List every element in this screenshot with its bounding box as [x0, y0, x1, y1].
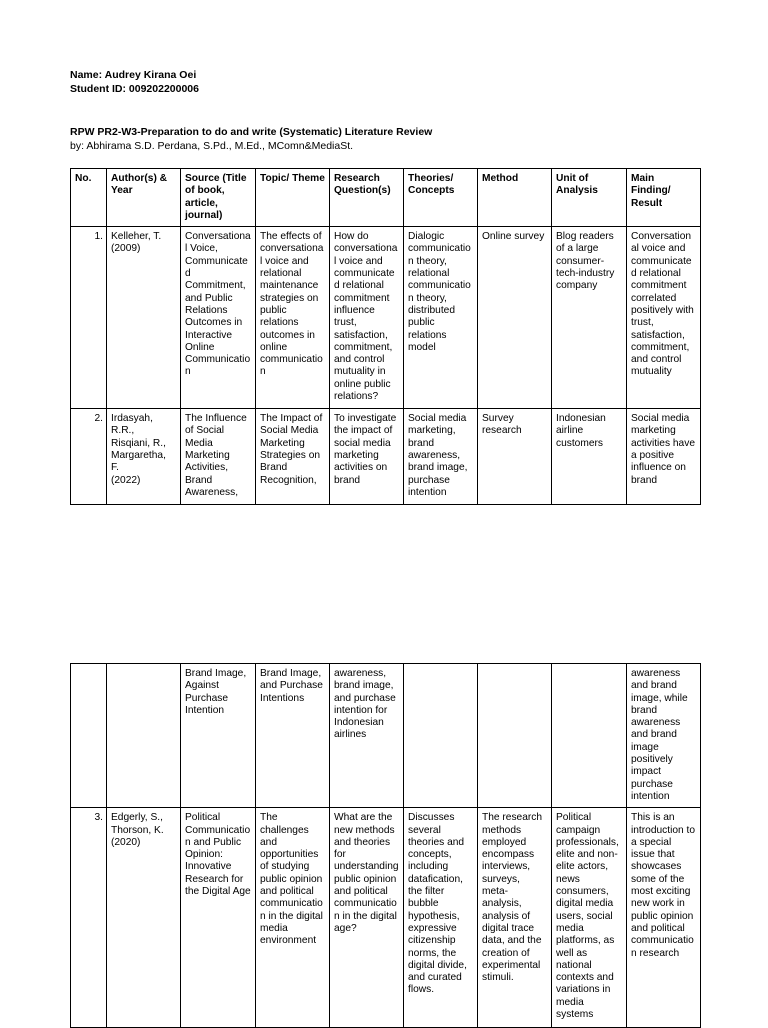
assignment-heading [70, 126, 432, 153]
cell-topic: Brand Image, and Purchase Intentions [256, 664, 330, 808]
cell-theories: Dialogic communication theory, relational communication theory, distributed public relations model [404, 227, 478, 409]
cell-question: awareness, brand image, and purchase intention for Indonesian airlines [330, 664, 404, 808]
col-header-question: Research Question(s) [330, 169, 404, 227]
cell-method: Online survey [478, 227, 552, 409]
cell-unit [552, 664, 627, 808]
col-header-method: Method [478, 169, 552, 227]
table-header-row [71, 169, 701, 227]
cell-question: How do conversational voice and communicated relational commitment influence trust, satisfaction, commitment, and control mutuality in online public relations? [330, 227, 404, 409]
col-header-finding: Main Finding/ Result [627, 169, 701, 227]
student-info [70, 69, 199, 96]
literature-review-table-page2 [70, 663, 701, 1028]
col-header-no: No. [71, 169, 107, 227]
cell-source: Conversational Voice, Communicated Commitment, and Public Relations Outcomes in Interactive Online Communication [181, 227, 256, 409]
row-number: 2. [71, 409, 107, 505]
cell-source: Political Communication and Public Opinion: Innovative Research for the Digital Age [181, 808, 256, 1028]
table-row [71, 409, 701, 505]
cell-source: Brand Image, Against Purchase Intention [181, 664, 256, 808]
cell-unit: Indonesian airline customers [552, 409, 627, 505]
student-id: Student ID: 009202200006 [70, 82, 199, 95]
cell-author [107, 664, 181, 808]
col-header-topic: Topic/ Theme [256, 169, 330, 227]
cell-method: The research methods employed encompass interviews, surveys, meta-analysis, analysis of digital trace data, and the creation of experimental stimuli. [478, 808, 552, 1028]
cell-question: What are the new methods and theories for understanding public opinion and political communication in the digital age? [330, 808, 404, 1028]
col-header-author: Author(s) & Year [107, 169, 181, 227]
cell-theories: Social media marketing, brand awareness, brand image, purchase intention [404, 409, 478, 505]
cell-unit: Political campaign professionals, elite and non-elite actors, news consumers, digital media users, social media platforms, as well as national contexts and variations in media systems [552, 808, 627, 1028]
cell-source: The Influence of Social Media Marketing Activities, Brand Awareness, [181, 409, 256, 505]
assignment-byline: by: Abhirama S.D. Perdana, S.Pd., M.Ed., MComn&MediaSt. [70, 139, 354, 152]
cell-finding: awareness and brand image, while brand awareness and brand image positively impact purchase intention [627, 664, 701, 808]
cell-topic: The challenges and opportunities of studying public opinion and political communication in the digital media environment [256, 808, 330, 1028]
literature-review-table-page1 [70, 168, 701, 505]
cell-finding: This is an introduction to a special issue that showcases some of the most exciting new work in public opinion and political communication research [627, 808, 701, 1028]
cell-method [478, 664, 552, 808]
assignment-title: RPW PR2-W3-Preparation to do and write (Systematic) Literature Review [70, 126, 433, 138]
col-header-source: Source (Title of book, article, journal) [181, 169, 256, 227]
row-number: 3. [71, 808, 107, 1028]
cell-topic: The effects of conversational voice and relational maintenance strategies on public relations outcomes in online communication [256, 227, 330, 409]
table-row [71, 808, 701, 1028]
cell-theories: Discusses several theories and concepts, including datafication, the filter bubble hypothesis, expressive citizenship norms, the digital divide, and curated flows. [404, 808, 478, 1028]
cell-author: Edgerly, S., Thorson, K. (2020) [107, 808, 181, 1028]
col-header-unit: Unit of Analysis [552, 169, 627, 227]
cell-theories [404, 664, 478, 808]
row-number [71, 664, 107, 808]
table-row [71, 664, 701, 808]
cell-author: Kelleher, T. (2009) [107, 227, 181, 409]
student-name: Name: Audrey Kirana Oei [70, 69, 197, 81]
cell-question: To investigate the impact of social media marketing activities on brand [330, 409, 404, 505]
table-row [71, 227, 701, 409]
cell-method: Survey research [478, 409, 552, 505]
row-number: 1. [71, 227, 107, 409]
cell-author: Irdasyah, R.R., Risqiani, R., Margaretha, F. (2022) [107, 409, 181, 505]
cell-topic: The Impact of Social Media Marketing Strategies on Brand Recognition, [256, 409, 330, 505]
cell-unit: Blog readers of a large consumer-tech-industry company [552, 227, 627, 409]
cell-finding: Social media marketing activities have a positive influence on brand [627, 409, 701, 505]
cell-finding: Conversational voice and communicated relational commitment correlated positively with trust, satisfaction, commitment, and control mutuality [627, 227, 701, 409]
col-header-theories: Theories/ Concepts [404, 169, 478, 227]
